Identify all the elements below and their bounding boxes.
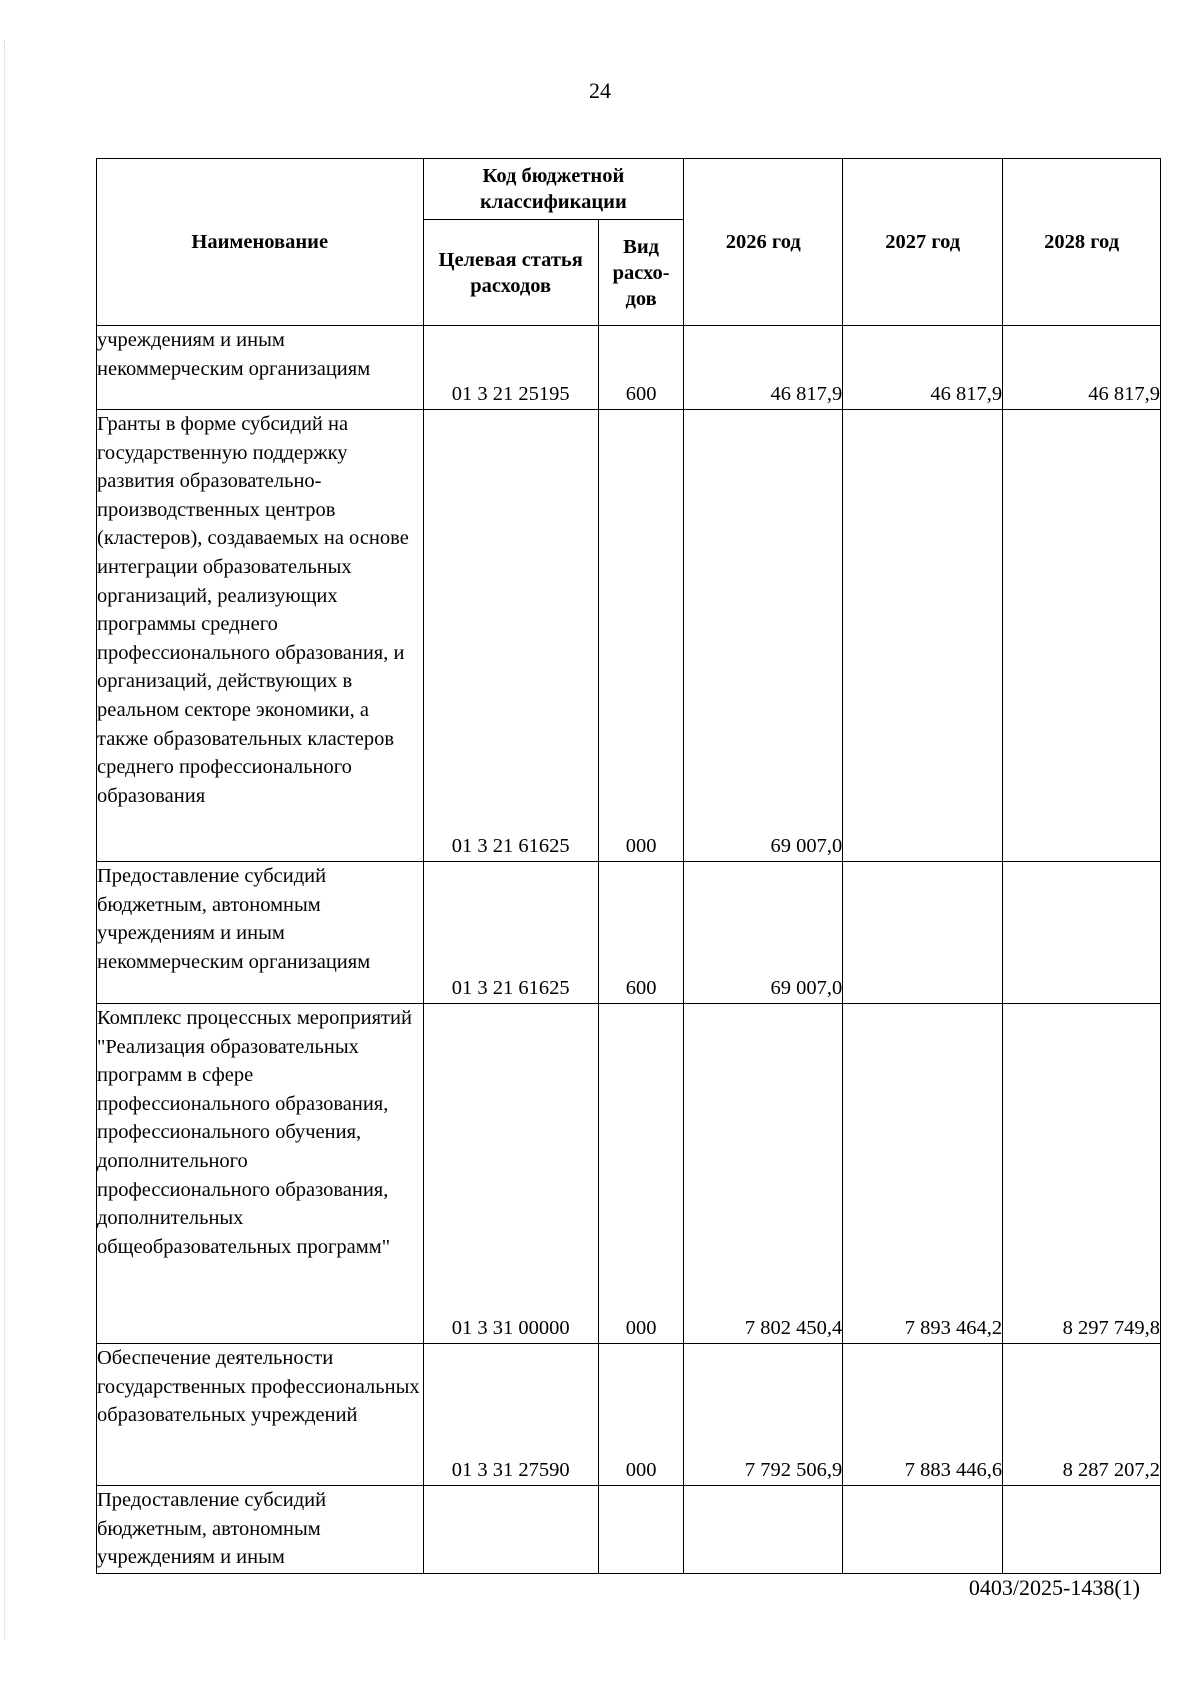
header-expense-type: Вид расхо-дов [598,220,683,326]
row-name: Предоставление субсидий бюджетным, автономным учреждениям и иным некоммерческим организациям [97,862,424,1004]
table-row [97,862,1161,1004]
row-name: Комплекс процессных мероприятий "Реализация образовательных программ в сфере профессионального образования, профессионального обучения, дополнительного профессионального образования, дополнительных общеобразовательных программ" [97,1004,424,1344]
row-value-2026: 69 007,0 [684,862,843,1004]
row-value-2026: 69 007,0 [684,410,843,862]
table-row [97,1004,1161,1344]
row-value-2027: 46 817,9 [843,326,1003,410]
row-value-2027 [843,1486,1003,1574]
row-value-2028 [1003,1486,1161,1574]
margin-scan-marks [4,40,9,1640]
document-code: 0403/2025-1438(1) [968,1575,1140,1600]
header-year-2027: 2027 год [843,159,1003,326]
row-target-article: 01 3 21 61625 [423,862,598,1004]
row-expense-type: 000 [598,410,683,862]
header-name: Наименование [97,159,424,326]
row-value-2026: 7 802 450,4 [684,1004,843,1344]
row-value-2028 [1003,410,1161,862]
row-value-2027: 7 883 446,6 [843,1344,1003,1486]
row-expense-type: 600 [598,862,683,1004]
row-value-2027 [843,410,1003,862]
header-year-2026: 2026 год [684,159,843,326]
row-expense-type [598,1486,683,1574]
row-value-2026: 7 792 506,9 [684,1344,843,1486]
row-name: учреждениям и иным некоммерческим организациям [97,326,424,410]
row-name: Предоставление субсидий бюджетным, автономным учреждениям и иным [97,1486,424,1574]
page-number: 24 [589,78,611,103]
table-row [97,326,1161,410]
row-target-article [423,1486,598,1574]
row-name: Обеспечение деятельности государственных профессиональных образовательных учреждений [97,1344,424,1486]
header-year-2028: 2028 год [1003,159,1161,326]
row-expense-type: 000 [598,1344,683,1486]
row-target-article: 01 3 21 25195 [423,326,598,410]
row-value-2026: 46 817,9 [684,326,843,410]
row-target-article: 01 3 31 00000 [423,1004,598,1344]
row-value-2026 [684,1486,843,1574]
table-row [97,410,1161,862]
row-value-2027 [843,862,1003,1004]
row-value-2028: 8 287 207,2 [1003,1344,1161,1486]
row-expense-type: 000 [598,1004,683,1344]
header-target-article: Целевая статья расходов [423,220,598,326]
row-value-2028 [1003,862,1161,1004]
row-target-article: 01 3 31 27590 [423,1344,598,1486]
table-row [97,1344,1161,1486]
row-value-2028: 46 817,9 [1003,326,1161,410]
row-value-2028: 8 297 749,8 [1003,1004,1161,1344]
row-value-2027: 7 893 464,2 [843,1004,1003,1344]
header-code-group: Код бюджетной классификации [423,159,684,220]
table-row [97,1486,1161,1574]
row-target-article: 01 3 21 61625 [423,410,598,862]
row-expense-type: 600 [598,326,683,410]
budget-table [96,158,1161,1574]
row-name: Гранты в форме субсидий на государственную поддержку развития образовательно-производственных центров (кластеров), создаваемых на основе интеграции образовательных организаций, реализующих программы среднего профессионального образования, и организаций, действующих в реальном секторе экономики, а также образовательных кластеров среднего профессионального образования [97,410,424,862]
